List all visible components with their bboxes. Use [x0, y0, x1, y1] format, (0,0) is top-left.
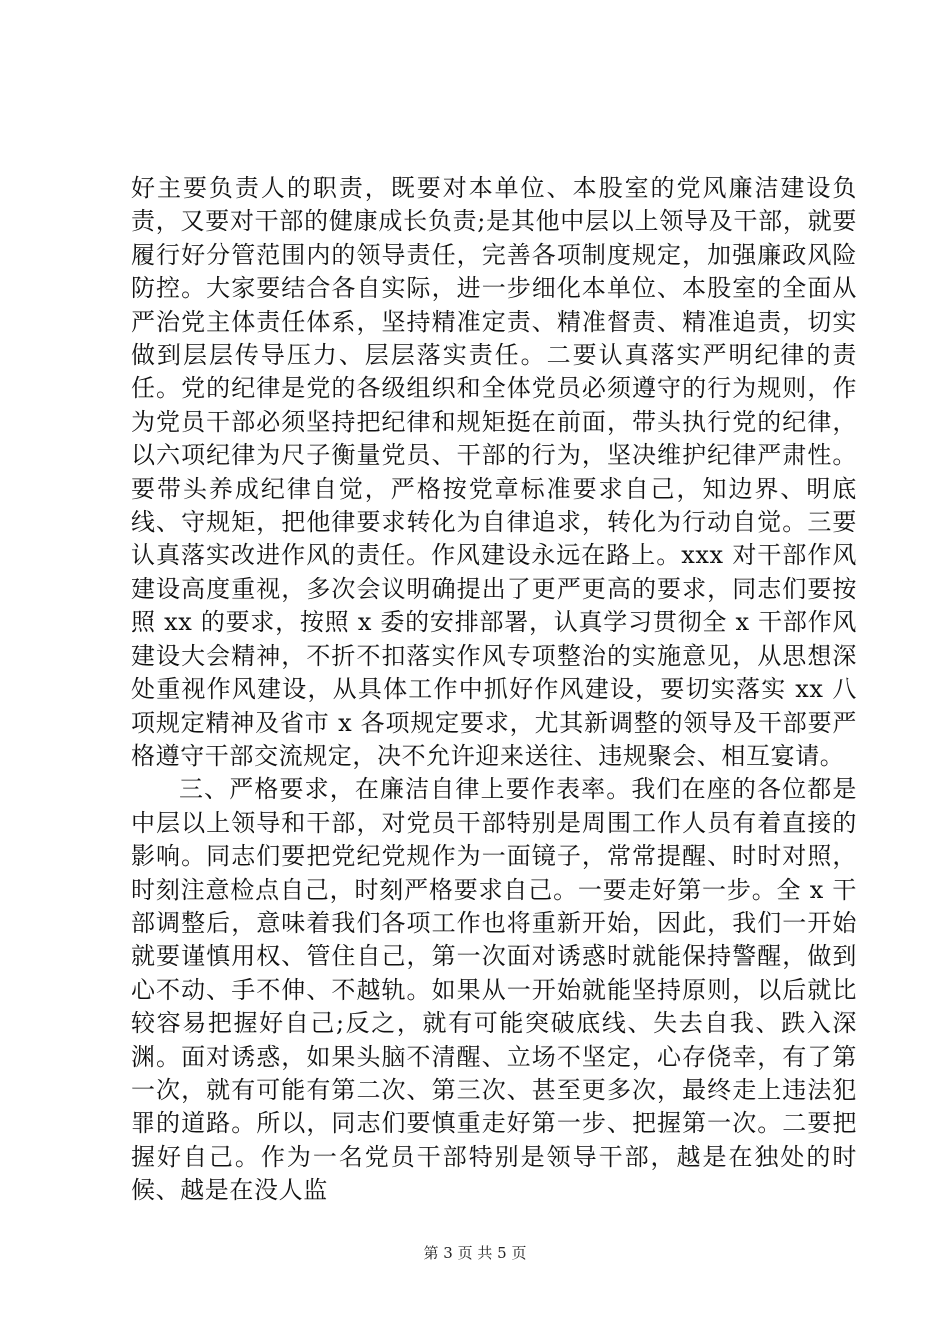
page-footer: 第 3 页 共 5 页: [423, 1244, 527, 1262]
paragraph: 好主要负责人的职责，既要对本单位、本股室的党风廉洁建设负责，又要对干部的健康成长负责;是其他中层以上领导及干部，就要履行好分管范围内的领导责任，完善各项制度规定，加强廉政风险防控。大家要结合各自实际，进一步细化本单位、本股室的全面从严治党主体责任体系，坚持精准定责、精准督责、精准追责，切实做到层层传导压力、层层落实责任。二要认真落实严明纪律的责任。党的纪律是党的各级组织和全体党员必须遵守的行为规则，作为党员干部必须坚持把纪律和规矩挺在前面，带头执行党的纪律，以六项纪律为尺子衡量党员、干部的行为，坚决维护纪律严肃性。要带头养成纪律自觉，严格按党章标准要求自己，知边界、明底线、守规矩，把他律要求转化为自律追求，转化为行动自觉。三要认真落实改进作风的责任。作风建设永远在路上。xxx 对干部作风建设高度重视，多次会议明确提出了更严更高的要求，同志们要按照 xx 的要求，按照 x 委的安排部署，认真学习贯彻全 x 干部作风建设大会精神，不折不扣落实作风专项整治的实施意见，从思想深处重视作风建设，从具体工作中抓好作风建设，要切实落实 xx 八项规定精神及省市 x 各项规定要求，尤其新调整的领导及干部要严格遵守干部交流规定，决不允许迎来送往、违规聚会、相互宴请。: [131, 174, 857, 770]
paragraph: 三、严格要求，在廉洁自律上要作表率。我们在座的各位都是中层以上领导和干部，对党员干部特别是周围工作人员有着直接的影响。同志们要把党纪党规作为一面镜子，常常提醒、时时对照，时刻注意检点自己，时刻严格要求自己。一要走好第一步。全 x 干部调整后，意味着我们各项工作也将重新开始，因此，我们一开始就要谨慎用权、管住自己，第一次面对诱惑时就能保持警醒，做到心不动、手不伸、不越轨。如果从一开始就能坚持原则，以后就比较容易把握好自己;反之，就有可能突破底线、失去自我、跌入深渊。面对诱惑，如果头脑不清醒、立场不坚定，心存侥幸，有了第一次，就有可能有第二次、第三次、甚至更多次，最终走上违法犯罪的道路。所以，同志们要慎重走好第一步、把握第一次。二要把握好自己。作为一名党员干部特别是领导干部，越是在独处的时候、越是在没人监: [131, 775, 857, 1205]
document-body: [131, 172, 857, 1208]
